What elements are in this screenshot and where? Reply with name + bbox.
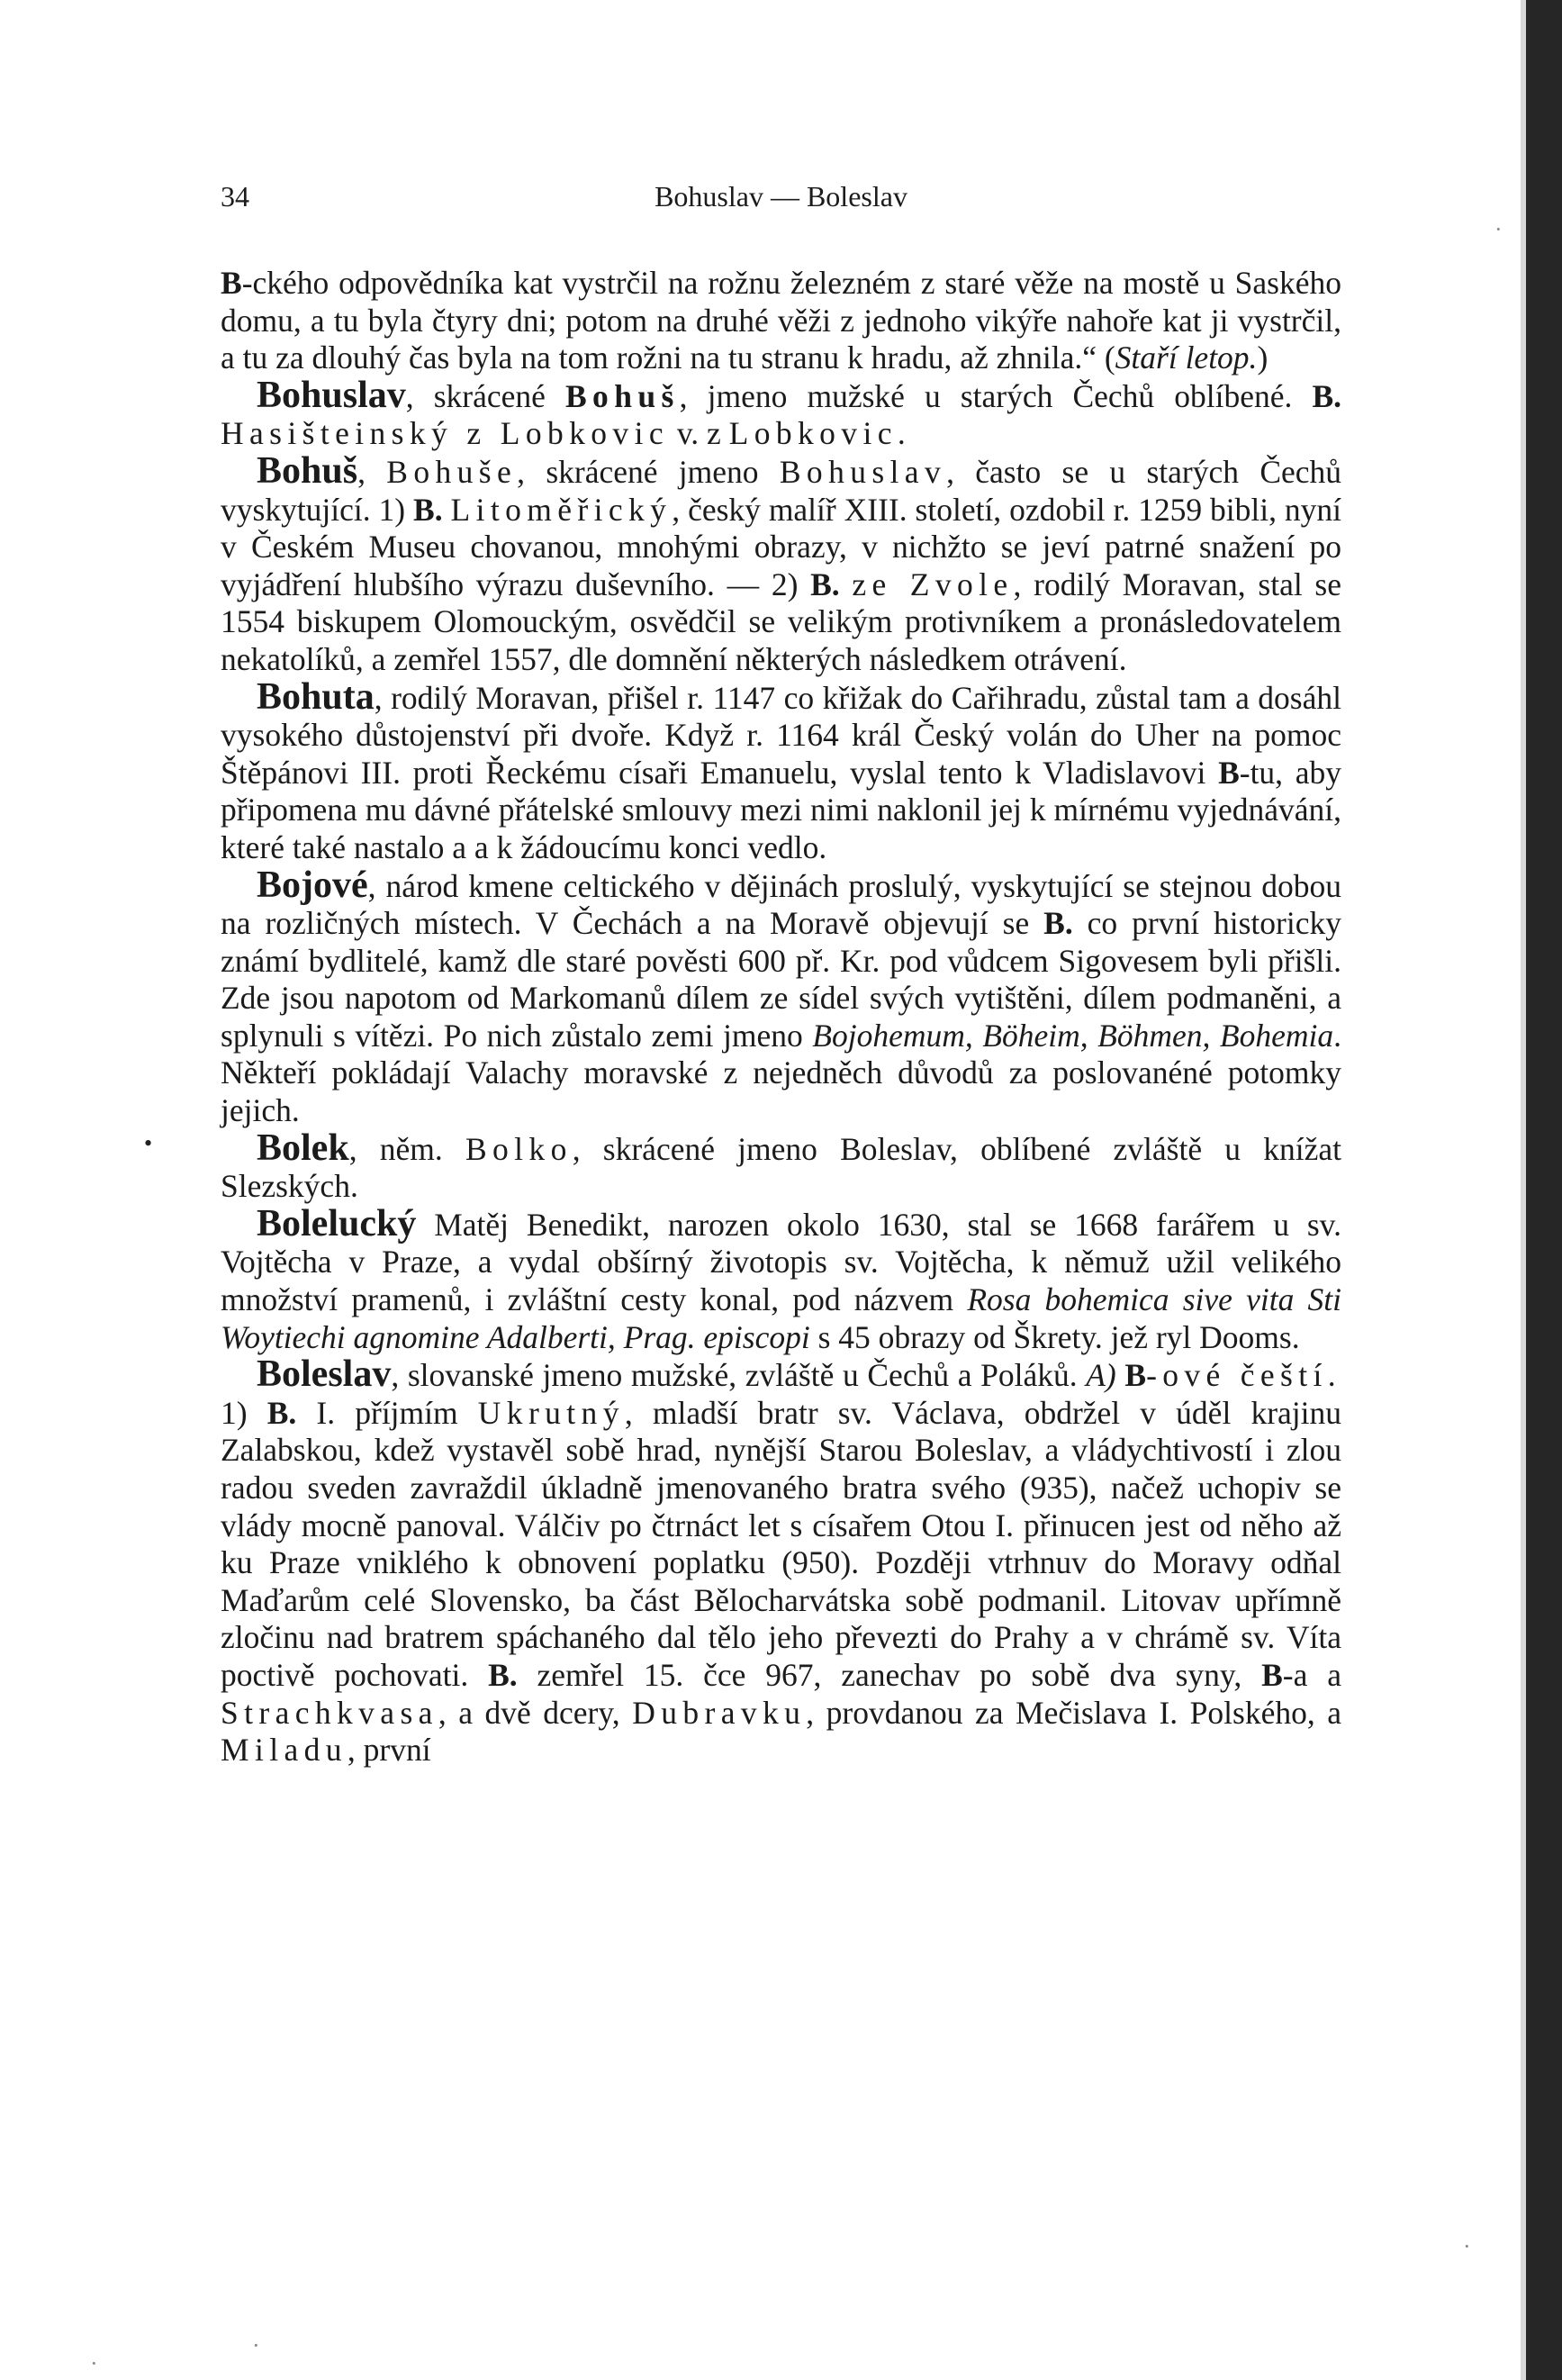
- page: [221, 180, 1341, 1769]
- headword: Bolelucký: [257, 1202, 417, 1244]
- headword: Bolek: [257, 1127, 349, 1169]
- scan-speck: ·: [252, 2332, 260, 2358]
- headword: Boleslav: [257, 1353, 392, 1396]
- entry-continuation: B-ckého odpovědníka kat vystrčil na rožnu železném z staré věže na mostě u Saského domu, a tu byla čtyry dni; potom na druhé věži z jednoho vikýře nahoře kat ji vystrčil, a tu za dlouhý čas byla na tom rožni na tu stranu k hradu, až zhnila.“ (Staří letop.): [221, 265, 1341, 376]
- entry-bolelucky: Bolelucký Matěj Benedikt, narozen okolo 1630, stal se 1668 farářem u sv. Vojtěcha v Praze, a vydal obšírný životopis sv. Vojtěcha, k němuž užil velikého množství pramenů, i zvláštní cesty konal, pod názvem Rosa bohemica sive vita Sti Woytiechi agnomine Adalberti, Prag. episcopi s 45 obrazy od Škrety. jež ryl Dooms.: [221, 1202, 1341, 1355]
- entry-bojove: Bojové, národ kmene celtického v dějinách proslulý, vyskytující se stejnou dobou na rozličných místech. V Čechách a na Moravě objevují se B. co první historicky známí bydlitelé, kamž dle staré pověsti 600 př. Kr. pod vůdcem Sigovesem byli přišli. Zde jsou napotom od Markomanů dílem ze sídel svých vytištěni, dílem podmaněni, a splynuli s vítězi. Po nich zůstalo zemi jmeno Bojohemum, Böheim, Böhmen, Bohemia. Někteří pokládají Valachy moravské z nejedněch důvodů za poslovanéné potomky jejich.: [221, 864, 1341, 1129]
- headword: Bohuš: [257, 449, 358, 492]
- headword: Bohuta: [257, 675, 375, 718]
- headword: Bojové: [257, 864, 368, 906]
- headword: Bohuslav: [257, 374, 406, 416]
- scan-speck: •: [144, 1130, 153, 1156]
- scan-edge-dark: [1526, 0, 1562, 2380]
- scan-speck: ·: [90, 2350, 98, 2376]
- entry-bolek: Bolek, něm. Bolko, skrácené jmeno Boleslav, oblíbené zvláště u knížat Slezských.: [221, 1127, 1341, 1205]
- entry-bohuslav: Bohuslav, skrácené Bohuš, jmeno mužské u starých Čechů oblíbené. B. Hasišteinský z Lobkovic v. z Lobkovic.: [221, 374, 1341, 452]
- scan-speck: ·: [1463, 2233, 1471, 2259]
- entry-bohuta: Bohuta, rodilý Moravan, přišel r. 1147 co křižak do Cařihradu, zůstal tam a dosáhl vysokého důstojenství při dvoře. Když r. 1164 král Český volán do Uher na pomoc Štěpánovi III. proti Řeckému císaři Emanuelu, vyslal tento k Vladislavovi B-tu, aby připomena mu dávné přátelské smlouvy mezi nimi naklonil jej k mírnému vyjednávání, které také nastalo a a k žádoucímu konci vedlo.: [221, 675, 1341, 865]
- entry-boleslav: Boleslav, slovanské jmeno mužské, zvláště u Čechů a Poláků. A) B-ové čeští. 1) B. I. příjmím Ukrutný, mladší bratr sv. Václava, obdržel v úděl krajinu Zalabskou, kdež vystavěl sobě hrad, nynější Starou Boleslav, a vládychtivostí i zlou radou sveden zavraždil úkladně jmenovaného bratra svého (935), načež uchopiv se vlády mocně panoval. Válčiv po čtrnáct let s císařem Otou I. přinucen jest od něho až ku Praze vniklého k obnovení poplatku (950). Později vtrhnuv do Moravy odňal Maďarům celé Slovensko, ba část Bělocharvátska sobě podmanil. Litovav upřímně zločinu nad bratrem spáchaného dal tělo jeho převezti do Prahy a v chrámě sv. Víta poctivě pochovati. B. zemřel 15. čce 967, zanechav po sobě dva syny, B-a a Strachkvasa, a dvě dcery, Dubravku, provdanou za Mečislava I. Polského, a Miladu, první: [221, 1353, 1341, 1769]
- body-text: [221, 265, 1341, 1769]
- page-number: 34: [221, 180, 249, 213]
- running-head: [221, 180, 1341, 225]
- entry-bohus: Bohuš, Bohuše, skrácené jmeno Bohuslav, často se u starých Čechů vyskytující. 1) B. Litoměřický, český malíř XIII. století, ozdobil r. 1259 bibli, nyní v Českém Museu chovanou, mnohými obrazy, v nichžto se jeví patrné snažení po vyjádření hlubšího výrazu duševního. — 2) B. ze Zvole, rodilý Moravan, stal se 1554 biskupem Olomouckým, osvědčil se velikým protivníkem a pronásledovatelem nekatolíků, a zemřel 1557, dle domnění některých následkem otrávení.: [221, 449, 1342, 677]
- header-title: Bohuslav — Boleslav: [655, 180, 907, 213]
- scan-speck: ·: [1494, 216, 1503, 242]
